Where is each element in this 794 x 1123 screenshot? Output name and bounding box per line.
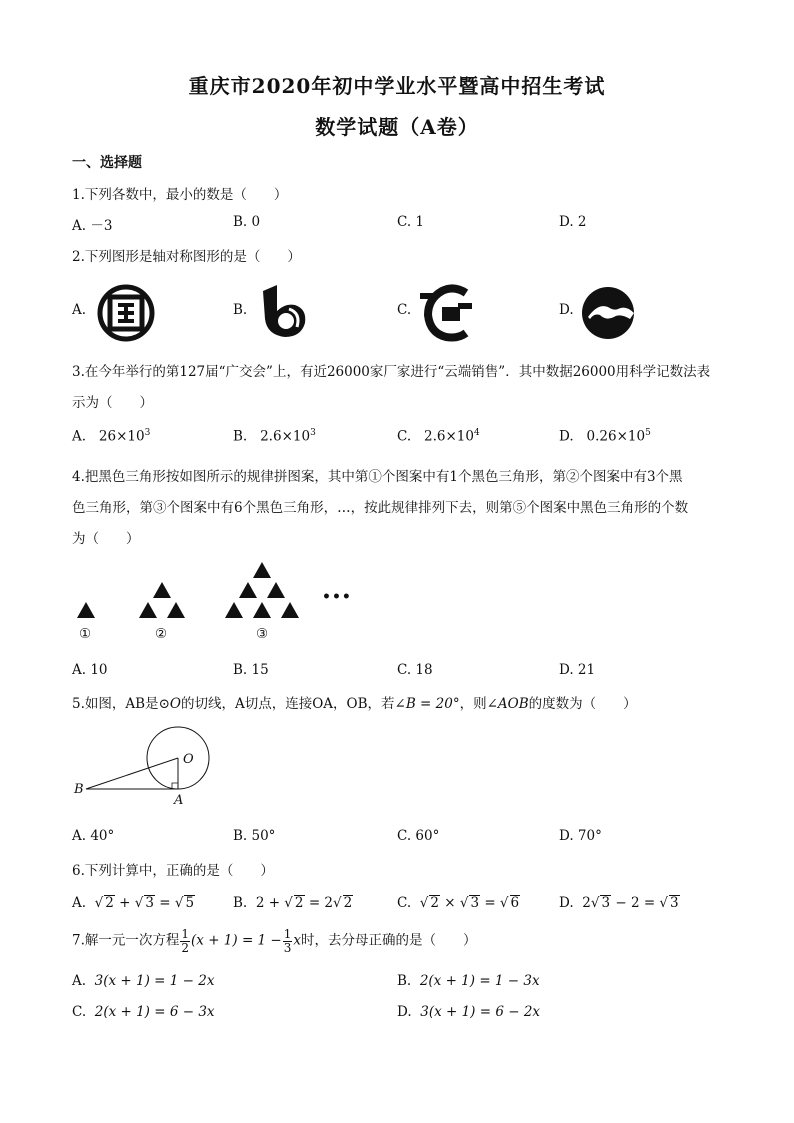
q7-option-b: B. 2(x + 1) = 1 − 3x — [397, 973, 540, 989]
question-7-stem: 7.解一元一次方程 $\frac{1}{2}$ (x + 1) = 1 − $\frac{1}{3}$ x时，去分母正确的是（ ） — [72, 927, 477, 955]
bank-c-logo-icon — [418, 283, 478, 343]
q5-option-c: C. 60° — [397, 828, 440, 844]
question-4-stem-line2: 色三角形，第③个图案中有6个黑色三角形，…，按此规律排列下去，则第⑤个图案中黑色三角形的个数 — [72, 500, 689, 516]
pattern3-triangle — [281, 602, 299, 618]
pattern3-triangle — [253, 602, 271, 618]
pattern2-triangle — [139, 602, 157, 618]
q7-option-c: C. 2(x + 1) = 6 − 3x — [72, 1004, 215, 1020]
q1-option-d: D. 2 — [559, 214, 587, 230]
q2-option-c: C. — [397, 302, 412, 318]
section-heading: 一、选择题 — [72, 155, 142, 171]
pattern-label-3: ③ — [256, 626, 269, 642]
question-2-stem: 2.下列图形是轴对称图形的是（ ） — [72, 249, 301, 265]
q5-option-a: A. 40° — [72, 828, 115, 844]
q6-option-d: D. 2√ 3 − 2 = √ 3 — [559, 895, 679, 911]
q2-option-d: D. — [559, 302, 574, 318]
q3-option-a: A. $26\times 10^3$ — [72, 428, 151, 445]
pattern3-triangle — [253, 562, 271, 578]
q1-option-c: C. 1 — [397, 214, 425, 230]
pattern-ellipsis: ••• — [322, 589, 352, 605]
pattern-label-2: ② — [155, 626, 168, 642]
q2-option-b: B. — [233, 302, 248, 318]
pattern3-triangle — [239, 582, 257, 598]
q4-option-a: A. 10 — [72, 662, 108, 678]
q3-option-d: D. $0.26\times 10^5$ — [559, 428, 651, 445]
tangent-circle-figure — [70, 725, 220, 810]
question-6-stem: 6.下列计算中，正确的是（ ） — [72, 863, 274, 879]
q2-option-a: A. — [72, 302, 87, 318]
pattern2-triangle — [167, 602, 185, 618]
question-3-stem-line1: 3.在今年举行的第127届“广交会”上，有近26000家厂家进行“云端销售”．其中数据26000用科学记数法表 — [72, 364, 711, 380]
point-a-label: A — [174, 793, 184, 808]
q6-option-a: A. √ 2 + √ 3 = √ 5 — [72, 895, 195, 911]
bank-d-logo-icon — [580, 283, 640, 343]
q6-option-c: C. √ 2 × √ 3 = √ 6 — [397, 895, 520, 911]
bank-b-logo-icon — [255, 283, 315, 343]
question-4-stem-line1: 4.把黑色三角形按如图所示的规律拼图案，其中第①个图案中有1个黑色三角形，第②个图案中有3个黑 — [72, 469, 683, 485]
exam-title: 重庆市2020年初中学业水平暨高中招生考试 — [188, 74, 606, 98]
q4-option-c: C. 18 — [397, 662, 433, 678]
q3-option-c: C. $2.6\times 10^4$ — [397, 428, 480, 445]
exam-subtitle: 数学试题（A卷） — [315, 115, 479, 139]
pattern3-triangle — [267, 582, 285, 598]
question-5-stem: 5.如图，AB是⊙O的切线，A切点，连接OA，OB，若∠B = 20°，则∠AOB的度数为（ ） — [72, 696, 637, 712]
q4-option-d: D. 21 — [559, 662, 596, 678]
q7-option-a: A. 3(x + 1) = 1 − 2x — [72, 973, 215, 989]
point-b-label: B — [74, 782, 84, 797]
question-1-stem: 1.下列各数中，最小的数是（ ） — [72, 187, 288, 203]
point-o-label: O — [183, 752, 194, 767]
pattern3-triangle — [225, 602, 243, 618]
bank-logo-icon — [96, 283, 156, 343]
q5-option-d: D. 70° — [559, 828, 602, 844]
pattern-label-1: ① — [79, 626, 92, 642]
pattern2-triangle — [153, 582, 171, 598]
q5-option-b: B. 50° — [233, 828, 276, 844]
q6-option-b: B. 2 + √ 2 = 2√ 2 — [233, 895, 353, 911]
q3-option-b: B. $2.6\times 10^3$ — [233, 428, 316, 445]
q7-option-d: D. 3(x + 1) = 6 − 2x — [397, 1004, 541, 1020]
pattern1-triangle — [77, 602, 95, 618]
question-4-stem-line3: 为（ ） — [72, 531, 140, 547]
q4-option-b: B. 15 — [233, 662, 269, 678]
q1-option-b: B. 0 — [233, 214, 261, 230]
q1-option-a: A. －3 — [72, 218, 113, 234]
question-3-stem-line2: 示为（ ） — [72, 395, 153, 411]
